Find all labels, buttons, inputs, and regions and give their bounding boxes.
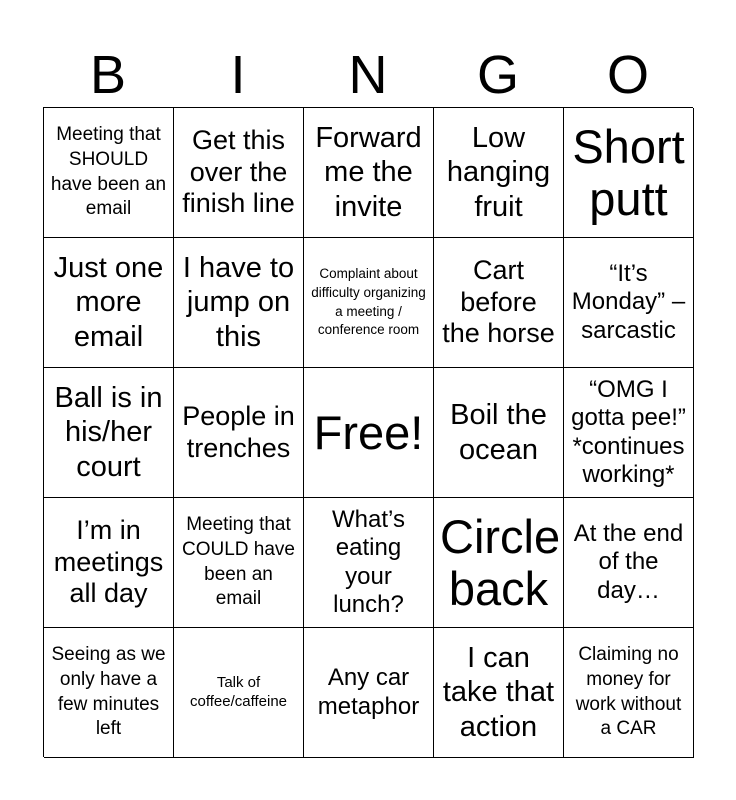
header-letter-g: G — [476, 45, 519, 105]
bingo-cell-r1-c3[interactable] — [304, 108, 434, 238]
cell-text: Meeting that COULD have been an email — [182, 514, 295, 610]
cell-text: Boil the ocean — [450, 399, 547, 466]
bingo-cell-r3-c1[interactable] — [44, 368, 174, 498]
cell-text: At the end of the day… — [573, 520, 684, 604]
bingo-header — [43, 42, 693, 108]
bingo-cell-r1-c5[interactable] — [564, 108, 694, 238]
bingo-cell-r4-c1[interactable] — [44, 498, 174, 628]
free-space-text: Free! — [313, 405, 424, 459]
cell-text: Get this over the finish line — [182, 124, 295, 219]
bingo-cell-r5-c1[interactable] — [44, 628, 174, 758]
cell-text: Complaint about difficulty organizing a meeting / conference room — [311, 266, 426, 338]
cell-text: Low hanging fruit — [446, 122, 551, 223]
cell-text: Short putt — [572, 119, 685, 225]
cell-text: Just one more email — [53, 252, 164, 353]
cell-text: Circle back — [440, 509, 561, 615]
cell-text: Seeing as we only have a few minutes left — [51, 644, 166, 740]
cell-text: What’s eating your lunch? — [332, 505, 405, 618]
cell-text: Any car metaphor — [317, 664, 420, 720]
cell-text: People in trenches — [182, 400, 295, 463]
cell-text: “It’s Monday” – sarcastic — [571, 260, 686, 344]
bingo-cell-r2-c2[interactable] — [174, 238, 304, 368]
cell-text: Talk of coffee/caffeine — [189, 673, 288, 710]
bingo-cell-r3-c2[interactable] — [174, 368, 304, 498]
bingo-cell-r2-c4[interactable] — [434, 238, 564, 368]
bingo-cell-r2-c1[interactable] — [44, 238, 174, 368]
cell-text: I can take that action — [442, 642, 555, 743]
bingo-cell-r5-c5[interactable] — [564, 628, 694, 758]
bingo-board — [43, 107, 693, 757]
bingo-cell-r5-c4[interactable] — [434, 628, 564, 758]
bingo-cell-r4-c2[interactable] — [174, 498, 304, 628]
bingo-cell-r2-c3[interactable] — [304, 238, 434, 368]
cell-text: I’m in meetings all day — [53, 514, 164, 609]
header-letter-o: O — [606, 45, 649, 105]
cell-text: Cart before the horse — [442, 254, 555, 349]
cell-text: Claiming no money for work without a CAR — [575, 644, 682, 740]
cell-text: Meeting that SHOULD have been an email — [50, 124, 167, 220]
bingo-cell-r5-c3[interactable] — [304, 628, 434, 758]
cell-text: Forward me the invite — [315, 122, 422, 223]
header-letter-i: I — [230, 45, 246, 105]
bingo-cell-r1-c4[interactable] — [434, 108, 564, 238]
cell-text: I have to jump on this — [182, 252, 295, 353]
bingo-cell-r1-c1[interactable] — [44, 108, 174, 238]
bingo-cell-r5-c2[interactable] — [174, 628, 304, 758]
bingo-cell-r1-c2[interactable] — [174, 108, 304, 238]
cell-text: Ball is in his/her court — [54, 382, 163, 483]
bingo-cell-r4-c4[interactable] — [434, 498, 564, 628]
bingo-cell-r3-c5[interactable] — [564, 368, 694, 498]
header-letter-b: B — [89, 45, 127, 105]
bingo-cell-r2-c5[interactable] — [564, 238, 694, 368]
bingo-cell-r4-c3[interactable] — [304, 498, 434, 628]
bingo-cell-r4-c5[interactable] — [564, 498, 694, 628]
header-letter-n: N — [348, 45, 388, 105]
bingo-cell-free[interactable] — [304, 368, 434, 498]
bingo-cell-r3-c4[interactable] — [434, 368, 564, 498]
cell-text: “OMG I gotta pee!” *continues working* — [571, 375, 686, 488]
